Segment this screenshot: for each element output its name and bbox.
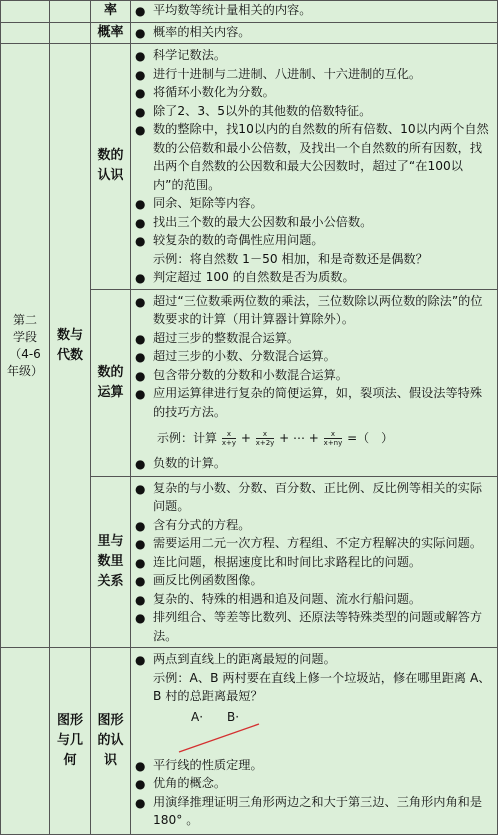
list-item: ● 复杂的与小数、分数、百分数、正比例、反比例等相关的实际问题。 [135, 480, 483, 513]
bullet-icon: ● [135, 777, 146, 791]
row-content-statistics [131, 1, 498, 23]
blank-stage-cell [1, 1, 50, 23]
list-item: ● 负数的计算。 [135, 454, 493, 473]
bullet-icon: ● [135, 350, 146, 364]
list-item: ● 平均数等统计量相关的内容。 [135, 1, 493, 20]
stage-cell: 第二 学段 （4-6 年级） [1, 44, 50, 648]
list-item: ● 两点到直线上的距离最短的问题。 [135, 650, 493, 669]
bullet-icon: ● [135, 234, 146, 248]
label-number-recognition: 数的 认识 [91, 44, 131, 290]
bullet-icon: ● [135, 653, 146, 667]
list-item: ● 找出三个数的最大公因数和最小公倍数。 [135, 213, 493, 232]
list-item: ● 画反比例函数图像。 [135, 571, 493, 590]
bullet-icon: ● [135, 104, 146, 119]
list-item: ● 包含带分数的分数和小数混合运算。 [135, 366, 493, 385]
row-number-recognition [1, 44, 498, 290]
bullet-icon: ● [135, 574, 146, 588]
list-item: ● 判定超过 100 的自然数是否为质数。 [135, 268, 493, 287]
content-shape-recognition [131, 648, 498, 835]
list-item: ● 应用运算律进行复杂的简便运算，如，裂项法、假设法等特殊的技巧方法。 [135, 386, 483, 419]
bullet-icon: ● [135, 592, 146, 607]
list-item: ● 超过三步的整数混合运算。 [135, 329, 493, 348]
blank-stage-cell [1, 648, 50, 835]
row-label-statistics: 率 [91, 1, 131, 23]
label-shape-recognition: 图形 的认 识 [91, 648, 131, 835]
bullet-icon: ● [135, 481, 146, 496]
row-probability [1, 22, 498, 44]
bullet-icon: ● [135, 368, 146, 383]
row-statistics [1, 1, 498, 23]
list-item: ● 超过三步的小数、分数混合运算。 [135, 347, 493, 366]
blank-area-cell [50, 22, 91, 44]
list-item: ● 用演绎推理证明三角形两边之和大于第三边、三角形内角和是 180° 。 [135, 794, 483, 827]
example-text: 示例：将自然数 1－50 相加，和是奇数还是偶数？ [153, 251, 428, 266]
list-item: ● 数的整除中，找10以内的自然数的所有倍数、10以内两个自然数的公倍数和最小公倍数，及找出一个自然数的所有因数，找出两个自然数的公因数和最大公因数时，超过了“在100以内”的范围。 [135, 122, 489, 192]
list-item: ● 概率的相关内容。 [135, 23, 493, 42]
straight-line [179, 724, 259, 752]
bullet-icon: ● [135, 67, 146, 82]
fraction-term: $\frac{x}{x+2y}$ [255, 430, 275, 447]
blank-area-cell [50, 1, 91, 23]
content-number-operation [131, 289, 498, 476]
list-item: ● 将循环小数化为分数。 [135, 83, 493, 102]
bullet-icon: ● [135, 331, 146, 346]
bullet-icon: ● [135, 197, 146, 211]
bullet-icon: ● [135, 537, 146, 551]
list-item: ● 除了2、3、5以外的其他数的倍数特征。 [135, 102, 493, 121]
bullet-icon: ● [135, 518, 146, 533]
content-number-recognition [131, 44, 498, 290]
content-quantity-relations [131, 476, 498, 648]
list-item: ● 排列组合、等差等比数列、还原法等特殊类型的问题或解答方法。 [135, 610, 483, 643]
list-item: ● 复杂的、特殊的相遇和追及问题、流水行船问题。 [135, 590, 493, 609]
bullet-icon: ● [135, 294, 146, 309]
label-number-operation: 数的 运算 [91, 289, 131, 476]
list-item: ● 进行十进制与二进制、八进制、十六进制的互化。 [135, 65, 493, 84]
list-item: ● 需要运用二元一次方程、方程组、不定方程解决的实际问题。 [135, 534, 493, 553]
bullet-icon: ● [135, 387, 146, 401]
point-b-label: B· [227, 709, 240, 724]
area-numbers-algebra: 数与 代数 [50, 44, 91, 648]
bullet-icon: ● [135, 215, 146, 230]
bullet-icon: ● [135, 4, 146, 18]
list-item: ● 超过“三位数乘两位数的乘法，三位数除以两位数的除法”的位数要求的计算（用计算器计算除外）。 [135, 293, 483, 326]
example-text: 示例：A、B 两村要在直线上修一个垃圾站，修在哪里距离 A、B 村的总距离最短？ [153, 670, 491, 703]
bullet-icon: ● [135, 456, 146, 471]
fraction-term: $\frac{x}{x+y}$ [221, 430, 236, 447]
row-shape-recognition [1, 648, 498, 835]
village-diagram [175, 706, 493, 756]
line-diagram [175, 706, 295, 756]
bullet-icon: ● [135, 555, 146, 570]
list-item: ● 科学记数法。 [135, 46, 493, 65]
bullet-icon: ● [135, 611, 146, 625]
bullet-icon: ● [135, 758, 146, 773]
list-item: ● 连比问题，根据速度比和时间比求路程比的问题。 [135, 553, 493, 572]
formula-example: 示例：计算 $\frac{x}{x+y}$ + $\frac{x}{x+2y}$ + ⋯ + $\frac{x}{x+ny}$ =（ ） [157, 430, 394, 447]
area-geometry: 图形 与几 何 [50, 648, 91, 835]
list-item: ● 优角的概念。 [135, 774, 493, 793]
bullet-icon: ● [135, 49, 146, 63]
bullet-icon: ● [135, 86, 146, 100]
bullet-icon: ● [135, 271, 146, 285]
label-quantity-relations: 里与 数里 关系 [91, 476, 131, 648]
list-item: ● 较复杂的数的奇偶性应用问题。 [135, 231, 493, 250]
list-item: ● 含有分式的方程。 [135, 516, 493, 535]
row-content-probability [131, 22, 498, 44]
bullet-icon: ● [135, 25, 146, 40]
fraction-term: $\frac{x}{x+ny}$ [323, 430, 343, 447]
blank-stage-cell [1, 22, 50, 44]
bullet-icon: ● [135, 795, 146, 810]
bullet-icon: ● [135, 123, 146, 137]
list-item: ● 平行线的性质定理。 [135, 756, 493, 775]
point-a-label: A· [191, 709, 204, 724]
list-item: ● 同余、矩除等内容。 [135, 194, 493, 213]
row-label-probability: 概率 [91, 22, 131, 44]
